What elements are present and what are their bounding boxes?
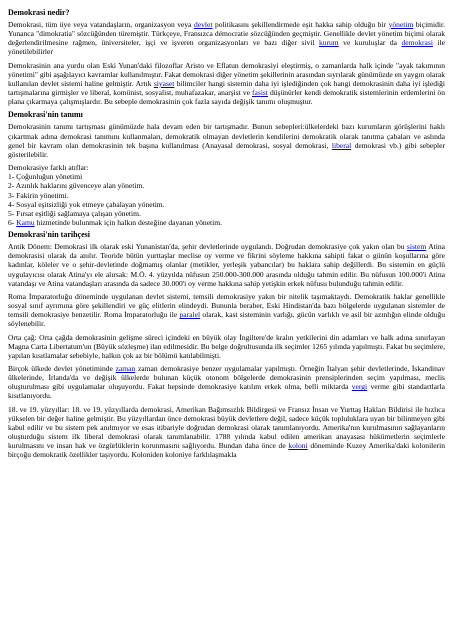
list-item: 1- Çoğunluğun yönetimi	[8, 172, 83, 182]
wiki-link[interactable]: yönetim	[388, 20, 414, 29]
section-heading: Demokrasi nedir?	[8, 8, 70, 17]
paragraph	[8, 405, 445, 460]
wiki-link[interactable]: zaman	[115, 364, 136, 373]
list-item: 5- Fırsat eşitliği sağlamaya çalışan yönetim.	[8, 208, 141, 218]
paragraph	[8, 333, 445, 360]
text-run: politikasını şekillendirmede eşit hakka sahip olduğu bir	[212, 20, 389, 29]
text-run: bilimciler hangi sistemin daha iyi işlediğinden çok hangi demokrasinin daha iyi işlediği tartışmalarına girmişler ve liberal, komünist, sosyalist, muhafazakar, anarşist ve	[8, 78, 445, 98]
text-run: Demokrasinin tanımı tartışması günümüzde hala devam eden bir tartışmadır. Bunun sebepleri:ülkelerdeki bazı kurumların görüşlerini haklı çıkartmak adına demokrasi tanımını kullanmaları, demokratik olmayan devletlerin kendilerini demokratik olarak tanıtma çabaları ve aslında genel bir kavram olan demokrasinin tek başına kullanılması (Anayasal demokrasi, sosyal demokrasi,	[8, 122, 445, 150]
wiki-link[interactable]: kurum	[318, 38, 339, 48]
text-run: Demokrasi, tüm üye veya vatandaşların, organizasyon veya	[8, 20, 195, 29]
wiki-link[interactable]: devlet	[194, 20, 213, 29]
text-run: ile yönetilebilirler	[8, 38, 445, 57]
text-run: Orta çağ: Orta çağda demokrasinin gelişme süreci içindeki en büyük olay İngiltere'de kralın yetkilerini din adamları ve halk adına sınırlayan Magna Carta Libertatum'un (Büyük sözleşme) ilan edilmesidir. Bu belge doğrultusunda ilk seçimler 1265 yılında yapılmıştı. Fakat bu seçimlere, yapılan kısıtlamalar sebebiyle, halkın çok az bir bölümü katılabilmişti.	[8, 332, 445, 360]
list-item: 3- Fakirin yönetimi.	[8, 190, 69, 200]
text-run: Demokrasinin ana yurdu olan Eski Yunan'daki filozoflar Aristo ve Eflatun demokrasiyi eleştirmiş, o zamanlarda halk içinde "ayak takımının yönetimi" gibi aşağılayıcı kavramlar kullanılmıştır. Fakat demokrasi diğer yönetim şekillerinin arasından sıyrılarak günümüzde en yaygın olarak kullanılan devlet sistemi haline gelmiştir. Artık	[8, 60, 445, 88]
wiki-link[interactable]: fasist	[252, 88, 268, 98]
wiki-link[interactable]: paralel	[179, 310, 201, 320]
wiki-link[interactable]: liberal	[331, 140, 352, 150]
wiki-link[interactable]: Kamu	[16, 217, 35, 227]
wiki-link[interactable]: demokrasi	[401, 38, 433, 48]
text-run: Atina demokrasisi olarak da anılır. Teoride bütün yurttaşlar meclise oy verme ve fikrini söyleme hakkına sahipti fakat o günün koşullarına göre kadınlar, köleler ve o şehir-devletinde doğmamış olanlar (metikler, yerleşik yabancılar) bu haklara sahip değillerdi. Bu sistemin en güçlü uygulayıcısı olarak Atina'yı ele alırsak: M.Ö. 4. yüzyılda nüfusun 250.000-300.000 arasında olduğu tahmin edilir. Bu nüfusun 100.000'i Atina vatandaşı ve Atina vatandaşları arasında da sadece 30.000'i oy verme hakkına sahip yetişkin erkek nüfusu bulunduğu tahmin edilir.	[8, 242, 445, 288]
paragraph	[8, 242, 445, 288]
text-run: 18. ve 19. yüzyıllar: 18. ve 19. yüzyıllarda demokrasi, Amerikan Bağımsızlık Bildirgesi ve Fransız İnsan ve Yurttaş Hakları Bildirisi ile hızlıca yükselen bir değer haline gelmiştir. Bu yüzyıllardan önce demokrasi büyük devletlere değil, sadece küçük topluluklara uyan bir bilinmeyen gibi kabul edilir ve bu sistem pek anılmıyor ve esas itibariyle doğrudan demokrasi olarak tanımlanıyordu. Amerika'nın kurulmasının sağlayanların oluşturduğu sistem ilk liberal demokrasi olarak tanımlanabilir. 1788 yılında kabul edilen amerikan anayasası hükümetlerin seçimlerle kurulmasını ve insan hak ve özgürlüklerin korunmasını sağlıyordu. Bundan daha önce de	[8, 404, 445, 451]
wiki-link[interactable]: vergi	[351, 382, 368, 392]
text-run: hizmetinde bulunmak için halkın desteğine dayanan yönetim.	[34, 217, 223, 227]
text-run: Roma İmparatorluğu döneminde uygulanan devlet sistemi, temsili demokrasiye yakın bir nitelik taşımaktaydı. Demokratik haklar genellikle sosyal sınıf ayrımına göre şekillendiri ve güç elitlerin elindeydi. Bununla beraber, Eski Hindistan'da bazı bölgelerde uygulanan sistemler de temsili demokrasiye benzetilir. Roma İmparatorluğu ile	[8, 291, 445, 320]
list-item	[8, 218, 445, 227]
text-run: Antik Dönem: Demokrasi ilk olarak eski Yunanistan'da, şehir devletlerinde uygulandı. Doğrudan demokrasiye çok yakın olan bu	[8, 242, 407, 252]
paragraph	[8, 122, 445, 159]
paragraph	[8, 292, 445, 329]
wiki-link[interactable]: siyaset	[153, 78, 175, 88]
text-run: düşünürler kendi demokratik sistemlerinin erdemlerini ön plana çıkarmaya çalışmışlardır. Bu sebeple demokrasinin çok fazla sayıda değişik tanımı oluşmuştur.	[8, 88, 445, 107]
text-run: biçimidir. Yunanca "dimokratia" sözcüğünden türemiştir. Türkçeye, Fransızca démocratie sözcüğünden geçmiştir. Genellikle devlet yönetim biçimi olarak değerlendirilmesine rağmen, üniversiteler, işçi ve işveren organizasyonları ve bazı diğer sivil	[8, 20, 445, 48]
text-run: demokrasi vb.) gibi sebepler gösterilebilir.	[8, 140, 445, 159]
paragraph	[8, 20, 445, 57]
paragraph	[8, 61, 445, 107]
text-run: 6-	[8, 217, 17, 227]
paragraph	[8, 364, 445, 401]
section-heading: Demokrasi'nin tarihçesi	[8, 230, 90, 240]
text-run: Birçok ülkede devlet yönetiminde	[8, 364, 116, 373]
wiki-link[interactable]: sistem	[406, 242, 427, 252]
list-item: 4- Sosyal eşitsizliği yok etmeye çabalayan yönetim.	[8, 199, 165, 209]
list-intro: Demokrasiye farklı atıflar:	[8, 163, 89, 173]
text-run: olarak, kast sisteminin varlığı, gücün varlıklı ve asil bir azınlığın elinde olduğu söylenebilir.	[8, 310, 445, 329]
text-run: zaman demokrasiye benzer uygulamalar yapılmıştı. Örneğin İtalyan şehir devletlerinde, İskandinav ülkelerinde, İrlanda'da ve değişik ülkelerde bulunan küçük otonom bölgelerde demokrasinin prensiplerinden seçim yapılması, meclis oluşturulması gibi uygulamalar oluşuyordu. Fakat hepsinde demokrasiye katılım erkek olma, belli miktarda	[8, 364, 445, 392]
text-run: ve kuruluşlar da	[338, 38, 402, 48]
text-run: verme gibi standartlarla kısıtlanıyordu.	[8, 382, 445, 401]
text-run: döneminde Kuzey Amerika'daki kolonilerin birçoğu demokratik özellikler taşıyordu. Koloniden koloniye farklılaşmakla	[8, 441, 446, 460]
wiki-link[interactable]: koloni	[288, 441, 308, 451]
section-heading: Demokrasi'nin tanımı	[8, 110, 83, 120]
list-item: 2- Azınlık haklarını güvenceye alan yönetim.	[8, 181, 145, 191]
